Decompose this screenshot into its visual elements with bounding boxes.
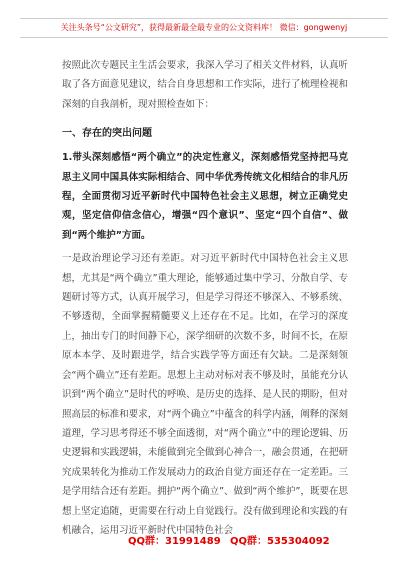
footer-qq-group-1: QQ群：31991489 [128, 536, 221, 547]
bold-topic-paragraph: 1.带头深刻感悟“两个确立”的决定性意义，深刻感悟党坚持把马克思主义同中国具体实际相结合、同中华优秀传统文化相结合的非凡历程，全面贯彻习近平新时代中国特色社会主义思想，树立正确党史观，坚定信仰信念信心，增强“四个意识”、坚定“四个自信”、做到“两个维护”方面。 [62, 152, 348, 241]
body-paragraph: 一是政治理论学习还有差距。对习近平新时代中国特色社会主义思想，尤其是“两个确立”重大理论，能够通过集中学习、分散自学、专题研讨等方式，认真开展学习，但是学习得还不够深入、不够系统、不够透彻，全面掌握精髓要义上还存在不足。比如，在学习的深度上，抽出专门的时间静下心，深学细研的次数不多，时间不长，在原原本本学、及时跟进学，结合实践学等方面还有欠缺。二是深刻领会“两个确立”还有差距。思想上主动对标对表不够及时，虽能充分认识到“两个确立”是时代的呼唤、是历史的选择、是人民的期盼，但对照高层的标准和要求，对“两个确立”中蕴含的科学内涵，阐释的深刻道理，学习思考得还不够全面透彻，对“两个确立”中的理论逻辑、历史逻辑和实践逻辑，未能做到完全做到心神合一，融会贯通，在把研究成果转化为推动工作发展动力的政治自觉方面还存在一定差距。三是学用结合还有差距。拥护“两个确立”、做到“两个维护”，既要在思想上坚定追随，更需要在行动上自觉践行。没有做到理论和实践的有机融合，运用习近平新时代中国特色社会 [62, 253, 348, 536]
header-banner: 关注头条号“公文研究”，获得最新最全最专业的公文资料库！ 微信：gongwenyj [20, 18, 388, 38]
document-body [62, 56, 348, 540]
intro-paragraph: 按照此次专题民主生活会要求，我深入学习了相关文件材料，认真听取了各方面意见建议，结合自身思想和工作实际，进行了梳理检视和深刻的自我剖析，现对照检查如下： [62, 60, 348, 110]
footer-qq-group-2: QQ群：535304092 [230, 536, 330, 547]
footer [0, 530, 408, 552]
section-heading: 一、存在的突出问题 [62, 128, 152, 140]
